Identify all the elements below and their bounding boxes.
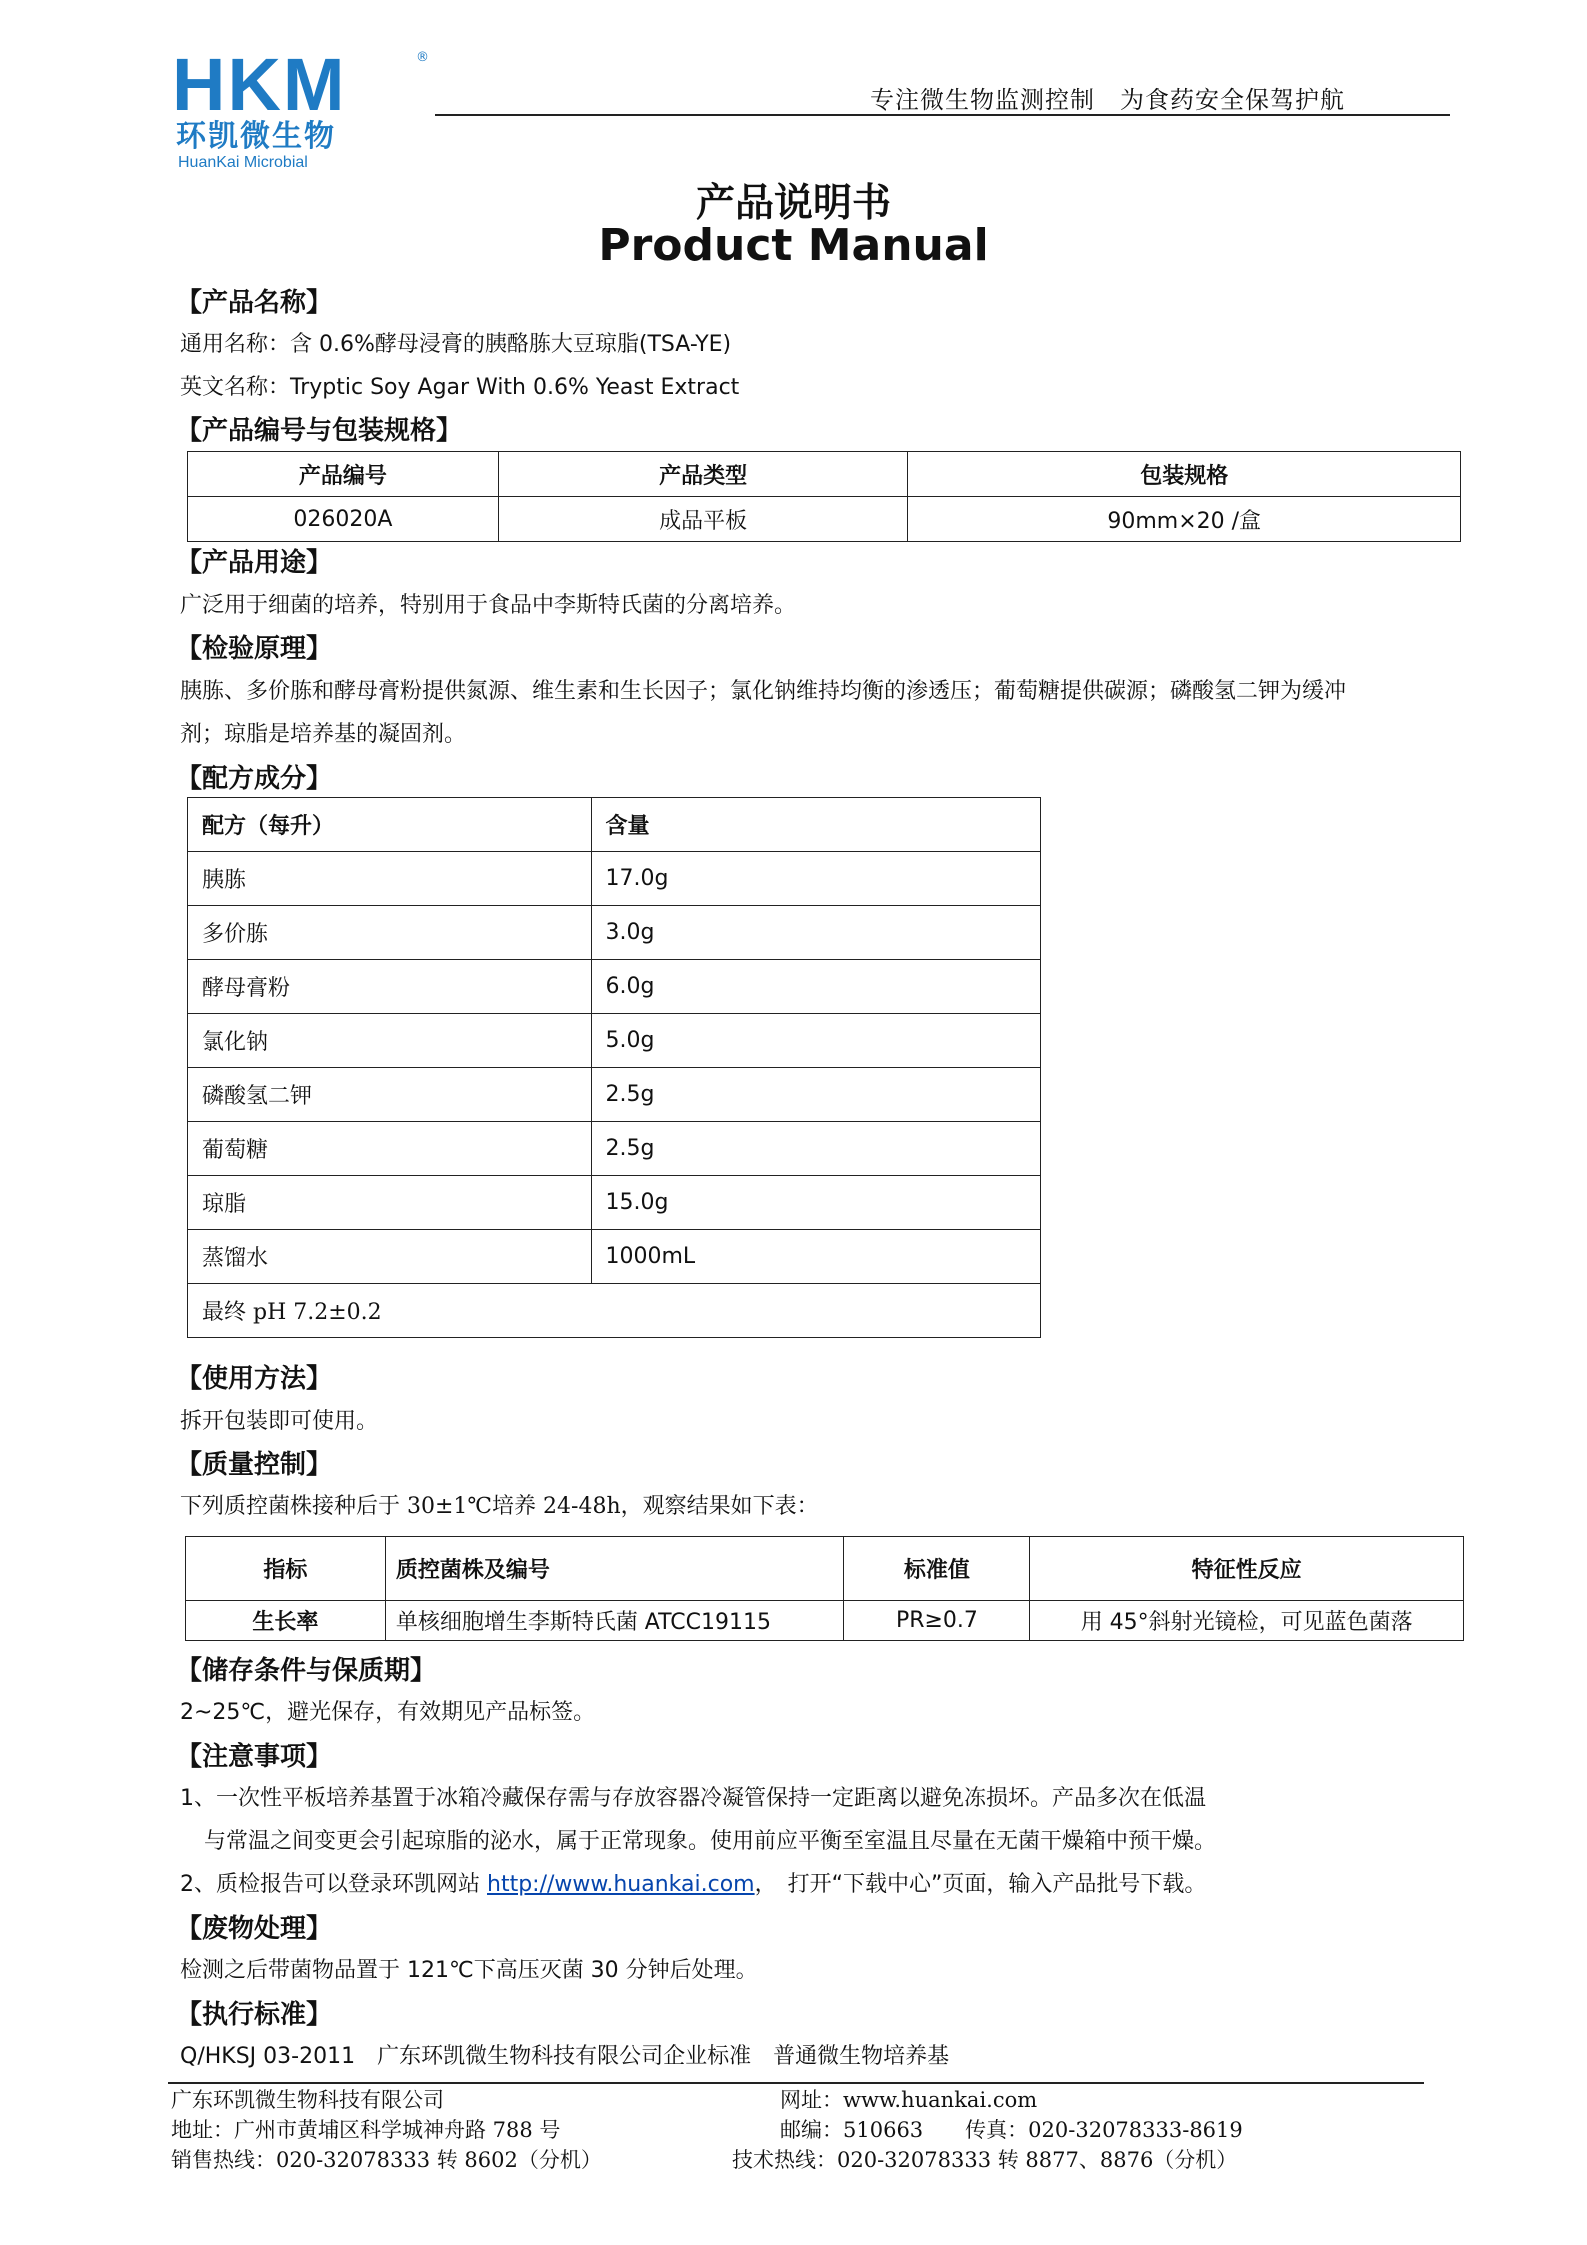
table-header-cell: 产品编号 <box>188 452 499 497</box>
footer-company: 广东环凯微生物科技有限公司 <box>171 2088 444 2112</box>
table-header-cell: 特征性反应 <box>1030 1537 1464 1601</box>
footer-divider <box>168 2082 1424 2084</box>
section-heading-use: 【产品用途】 <box>176 548 333 578</box>
ingredient-amount: 6.0g <box>591 960 1041 1014</box>
ingredient-name: 氯化钠 <box>188 1014 592 1068</box>
table-row <box>188 1284 1041 1338</box>
ingredient-amount: 3.0g <box>591 906 1041 960</box>
table-header-row <box>186 1537 1464 1601</box>
note-item-2 <box>180 1870 1206 1900</box>
ingredient-name: 葡萄糖 <box>188 1122 592 1176</box>
note-item-1-line-1: 1、一次性平板培养基置于冰箱冷藏保存需与存放容器冷凝管保持一定距离以避免冻损坏。产品多次在低温 <box>180 1786 1207 1811</box>
table-header-row <box>188 798 1041 852</box>
table-header-cell: 包装规格 <box>908 452 1461 497</box>
table-cell: 用 45°斜射光镜检，可见蓝色菌落 <box>1030 1601 1464 1641</box>
section-heading-standard: 【执行标准】 <box>176 2000 333 2030</box>
section-heading-waste: 【废物处理】 <box>176 1914 333 1944</box>
common-name-label: 通用名称： <box>180 332 291 357</box>
waste-text: 检测之后带菌物品置于 121℃下高压灭菌 30 分钟后处理。 <box>180 1958 758 1983</box>
final-ph: 最终 pH 7.2±0.2 <box>188 1284 1041 1338</box>
ingredient-name: 胰胨 <box>188 852 592 906</box>
header-divider <box>435 114 1450 116</box>
table-row <box>188 852 1041 906</box>
ingredient-name: 多价胨 <box>188 906 592 960</box>
table-cell: 生长率 <box>186 1601 386 1641</box>
logo-english-name: HuanKai Microbial <box>178 154 308 171</box>
tagline: 专注微生物监测控制 为食药安全保驾护航 <box>870 86 1345 114</box>
table-row <box>188 497 1461 542</box>
section-heading-packaging: 【产品编号与包装规格】 <box>176 416 463 446</box>
table-header-cell: 含量 <box>591 798 1041 852</box>
ingredient-amount: 17.0g <box>591 852 1041 906</box>
formula-table <box>187 797 1041 1338</box>
section-heading-principle: 【检验原理】 <box>176 634 333 664</box>
table-row <box>188 906 1041 960</box>
footer-sales-hotline: 销售热线：020-32078333 转 8602（分机） <box>171 2148 602 2172</box>
ingredient-amount: 15.0g <box>591 1176 1041 1230</box>
english-name-value: Tryptic Soy Agar With 0.6% Yeast Extract <box>290 375 740 400</box>
logo-mark: HKM <box>172 43 347 126</box>
table-row <box>188 1014 1041 1068</box>
table-header-cell: 指标 <box>186 1537 386 1601</box>
table-header-cell: 质控菌株及编号 <box>385 1537 844 1601</box>
standard-text: Q/HKSJ 03-2011 广东环凯微生物科技有限公司企业标准 普通微生物培养基 <box>180 2044 950 2069</box>
page-title-en: Product Manual <box>598 220 989 271</box>
table-cell: 90mm×20 /盒 <box>908 497 1461 542</box>
ingredient-name: 琼脂 <box>188 1176 592 1230</box>
table-row <box>188 960 1041 1014</box>
table-cell: 成品平板 <box>498 497 908 542</box>
table-header-cell: 配方（每升） <box>188 798 592 852</box>
common-name-value: 含 0.6%酵母浸膏的胰酪胨大豆琼脂(TSA-YE) <box>290 332 732 357</box>
table-header-row <box>188 452 1461 497</box>
section-heading-usage: 【使用方法】 <box>176 1364 333 1394</box>
common-name <box>180 330 731 360</box>
packaging-table <box>187 451 1461 542</box>
company-logo <box>172 43 432 171</box>
ingredient-name: 酵母膏粉 <box>188 960 592 1014</box>
table-row <box>186 1601 1464 1641</box>
table-row <box>188 1230 1041 1284</box>
english-name-label: 英文名称： <box>180 375 291 400</box>
table-header-cell: 标准值 <box>844 1537 1030 1601</box>
footer-tech-hotline: 技术热线：020-32078333 转 8877、8876（分机） <box>732 2148 1238 2172</box>
website-link[interactable]: http://www.huankai.com <box>487 1872 755 1897</box>
ingredient-name: 蒸馏水 <box>188 1230 592 1284</box>
section-heading-storage: 【储存条件与保质期】 <box>176 1656 437 1686</box>
footer-website: 网址：www.huankai.com <box>780 2088 1038 2112</box>
table-cell: 单核细胞增生李斯特氏菌 ATCC19115 <box>385 1601 844 1641</box>
table-cell: PR≥0.7 <box>844 1601 1030 1641</box>
english-name <box>180 373 739 403</box>
table-row <box>188 1122 1041 1176</box>
principle-text-line: 胰胨、多价胨和酵母膏粉提供氮源、维生素和生长因子；氯化钠维持均衡的渗透压；葡萄糖提供碳源；磷酸氢二钾为缓冲 <box>180 679 1347 704</box>
table-cell: 026020A <box>188 497 499 542</box>
section-heading-name: 【产品名称】 <box>176 288 333 318</box>
qc-intro: 下列质控菌株接种后于 30±1℃培养 24-48h，观察结果如下表： <box>180 1494 819 1519</box>
ingredient-amount: 5.0g <box>591 1014 1041 1068</box>
use-text: 广泛用于细菌的培养，特别用于食品中李斯特氏菌的分离培养。 <box>180 593 797 618</box>
table-row <box>188 1176 1041 1230</box>
table-header-cell: 产品类型 <box>498 452 908 497</box>
page-title-cn: 产品说明书 <box>695 181 891 226</box>
table-row <box>188 1068 1041 1122</box>
ingredient-name: 磷酸氢二钾 <box>188 1068 592 1122</box>
note-item-2-text-end: ， 打开“下载中心”页面，输入产品批号下载。 <box>754 1872 1207 1897</box>
footer-postcode-fax: 邮编：510663 传真：020-32078333-8619 <box>780 2118 1243 2142</box>
storage-text: 2~25℃，避光保存，有效期见产品标签。 <box>180 1700 596 1725</box>
logo-chinese-name: 环凯微生物 <box>176 119 336 154</box>
section-heading-formula: 【配方成分】 <box>176 764 333 794</box>
section-heading-qc: 【质量控制】 <box>176 1450 333 1480</box>
usage-text: 拆开包装即可使用。 <box>180 1409 379 1434</box>
qc-table <box>185 1536 1464 1641</box>
section-heading-notes: 【注意事项】 <box>176 1742 333 1772</box>
footer-address: 地址：广州市黄埔区科学城神舟路 788 号 <box>171 2118 561 2142</box>
ingredient-amount: 2.5g <box>591 1122 1041 1176</box>
note-item-1-line-2: 与常温之间变更会引起琼脂的泌水，属于正常现象。使用前应平衡至室温且尽量在无菌干燥箱中预干燥。 <box>204 1829 1217 1854</box>
ingredient-amount: 2.5g <box>591 1068 1041 1122</box>
principle-text-line: 剂；琼脂是培养基的凝固剂。 <box>180 722 467 747</box>
ingredient-amount: 1000mL <box>591 1230 1041 1284</box>
registered-icon: ® <box>416 50 429 65</box>
note-item-2-text: 2、质检报告可以登录环凯网站 <box>180 1872 487 1897</box>
